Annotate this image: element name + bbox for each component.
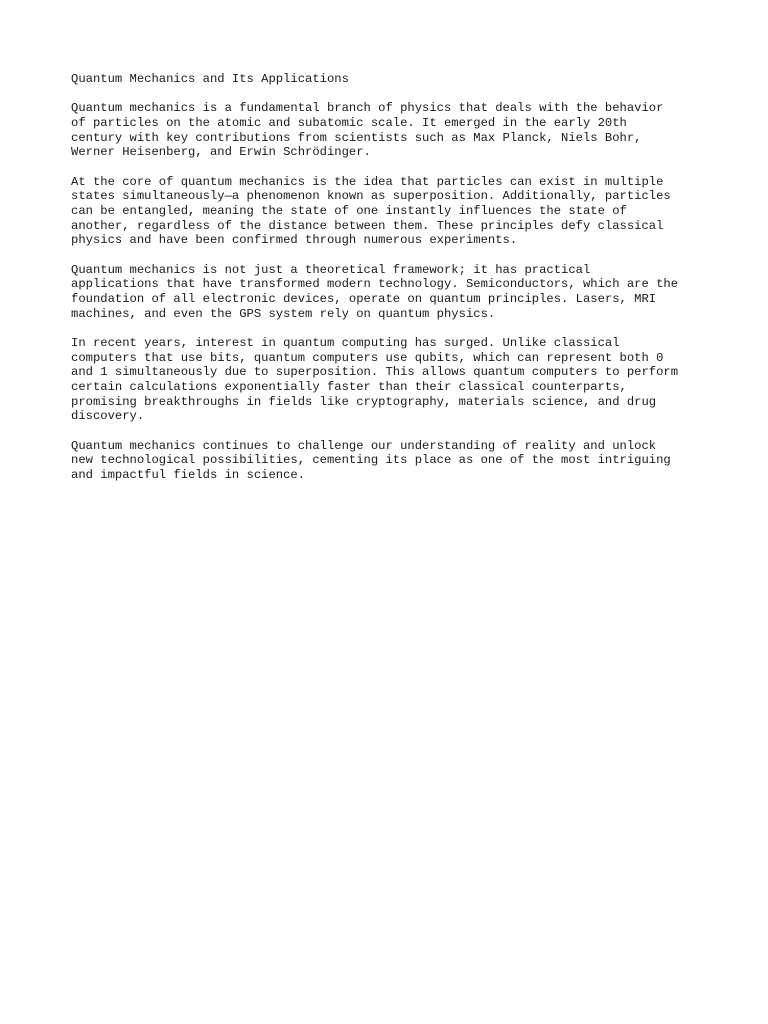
paragraph-line: Quantum mechanics is not just a theoretical framework; it has practical [71, 262, 591, 277]
paragraph-2 [71, 175, 711, 249]
paragraph-line: another, regardless of the distance between them. These principles defy classical [71, 218, 664, 233]
paragraph-line: and 1 simultaneously due to superposition. This allows quantum computers to perform [71, 365, 679, 380]
paragraph-line: states simultaneously—a phenomenon known as superposition. Additionally, particles [71, 189, 671, 204]
paragraph-4 [71, 336, 711, 424]
paragraph-line: discovery. [71, 409, 145, 424]
paragraph-line: can be entangled, meaning the state of one instantly influences the state of [71, 203, 627, 218]
paragraph-line: certain calculations exponentially faster than their classical counterparts, [71, 379, 627, 394]
paragraph-line: machines, and even the GPS system rely on quantum physics. [71, 306, 496, 321]
paragraph-line: Werner Heisenberg, and Erwin Schrödinger. [71, 145, 371, 160]
paragraph-5 [71, 439, 711, 483]
document-body [71, 72, 711, 497]
paragraph-line: computers that use bits, quantum computers use qubits, which can represent both 0 [71, 350, 664, 365]
paragraph-line: In recent years, interest in quantum computing has surged. Unlike classical [71, 335, 620, 350]
paragraph-line: Quantum mechanics continues to challenge our understanding of reality and unlock [71, 438, 657, 453]
paragraph-line: physics and have been confirmed through numerous experiments. [71, 233, 518, 248]
paragraph-line: and impactful fields in science. [71, 467, 306, 482]
paragraph-line: new technological possibilities, cementing its place as one of the most intriguing [71, 453, 671, 468]
paragraph-line: Quantum mechanics is a fundamental branch of physics that deals with the behavior [71, 101, 664, 116]
paragraph-line: applications that have transformed modern technology. Semiconductors, which are the [71, 277, 679, 292]
paragraph-line: foundation of all electronic devices, operate on quantum principles. Lasers, MRI [71, 291, 657, 306]
document-title: Quantum Mechanics and Its Applications [71, 72, 349, 86]
paragraph-1 [71, 101, 711, 160]
paragraph-line: promising breakthroughs in fields like cryptography, materials science, and drug [71, 394, 657, 409]
paragraph-line: of particles on the atomic and subatomic scale. It emerged in the early 20th [71, 115, 627, 130]
paragraph-3 [71, 263, 711, 322]
paragraph-line: century with key contributions from scientists such as Max Planck, Niels Bohr, [71, 130, 642, 145]
paragraph-line: At the core of quantum mechanics is the idea that particles can exist in multiple [71, 174, 664, 189]
